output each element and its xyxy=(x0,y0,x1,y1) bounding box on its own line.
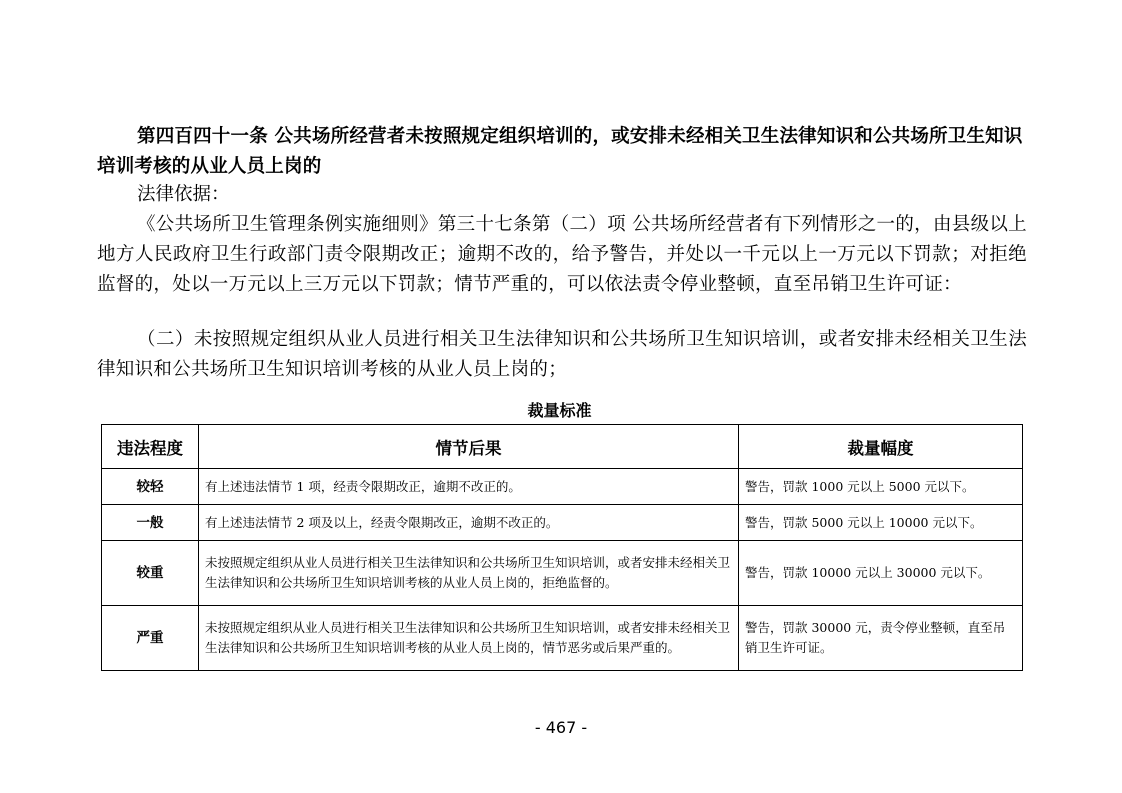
penalty-cell: 警告，罚款 10000 元以上 30000 元以下。 xyxy=(739,541,1023,606)
severity-cell: 较重 xyxy=(102,541,199,606)
legal-basis-text: 《公共场所卫生管理条例实施细则》第三十七条第（二）项 公共场所经营者有下列情形之一的，由县级以上地方人民政府卫生行政部门责令限期改正；逾期不改的，给予警告，并处以一千元以上一万元以下罚款；对拒绝监督的，处以一万元以上三万元以下罚款；情节严重的，可以依法责令停业整顿，直至吊销卫生许可证： xyxy=(97,214,1027,295)
penalty-cell: 警告，罚款 5000 元以上 10000 元以下。 xyxy=(739,505,1023,541)
header-circumstance: 情节后果 xyxy=(199,425,739,469)
legal-basis-label: 法律依据： xyxy=(137,184,230,205)
page-number: - 467 - xyxy=(534,718,588,737)
severity-cell: 严重 xyxy=(102,606,199,671)
severity-cell: 较轻 xyxy=(102,469,199,505)
discretion-standard-table xyxy=(101,424,1023,671)
severity-cell: 一般 xyxy=(102,505,199,541)
circumstance-cell: 未按照规定组织从业人员进行相关卫生法律知识和公共场所卫生知识培训，或者安排未经相关卫生法律知识和公共场所卫生知识培训考核的从业人员上岗的，拒绝监督的。 xyxy=(199,541,739,606)
penalty-cell: 警告，罚款 1000 元以上 5000 元以下。 xyxy=(739,469,1023,505)
table-header-row xyxy=(102,425,1023,469)
table-row xyxy=(102,505,1023,541)
article-heading: 第四百四十一条 公共场所经营者未按照规定组织培训的，或安排未经相关卫生法律知识和公共场所卫生知识培训考核的从业人员上岗的 xyxy=(97,126,1023,177)
circumstance-cell: 有上述违法情节 1 项，经责令限期改正，逾期不改正的。 xyxy=(199,469,739,505)
table-caption: 裁量标准 xyxy=(527,401,592,420)
table-row xyxy=(102,469,1023,505)
header-penalty-range: 裁量幅度 xyxy=(739,425,1023,469)
circumstance-cell: 有上述违法情节 2 项及以上，经责令限期改正，逾期不改正的。 xyxy=(199,505,739,541)
table-row xyxy=(102,541,1023,606)
table-row xyxy=(102,606,1023,671)
penalty-cell: 警告，罚款 30000 元，责令停业整顿，直至吊销卫生许可证。 xyxy=(739,606,1023,671)
circumstance-cell: 未按照规定组织从业人员进行相关卫生法律知识和公共场所卫生知识培训，或者安排未经相关卫生法律知识和公共场所卫生知识培训考核的从业人员上岗的，情节恶劣或后果严重的。 xyxy=(199,606,739,671)
header-severity: 违法程度 xyxy=(102,425,199,469)
legal-basis-item: （二）未按照规定组织从业人员进行相关卫生法律知识和公共场所卫生知识培训，或者安排未经相关卫生法律知识和公共场所卫生知识培训考核的从业人员上岗的； xyxy=(97,329,1027,380)
